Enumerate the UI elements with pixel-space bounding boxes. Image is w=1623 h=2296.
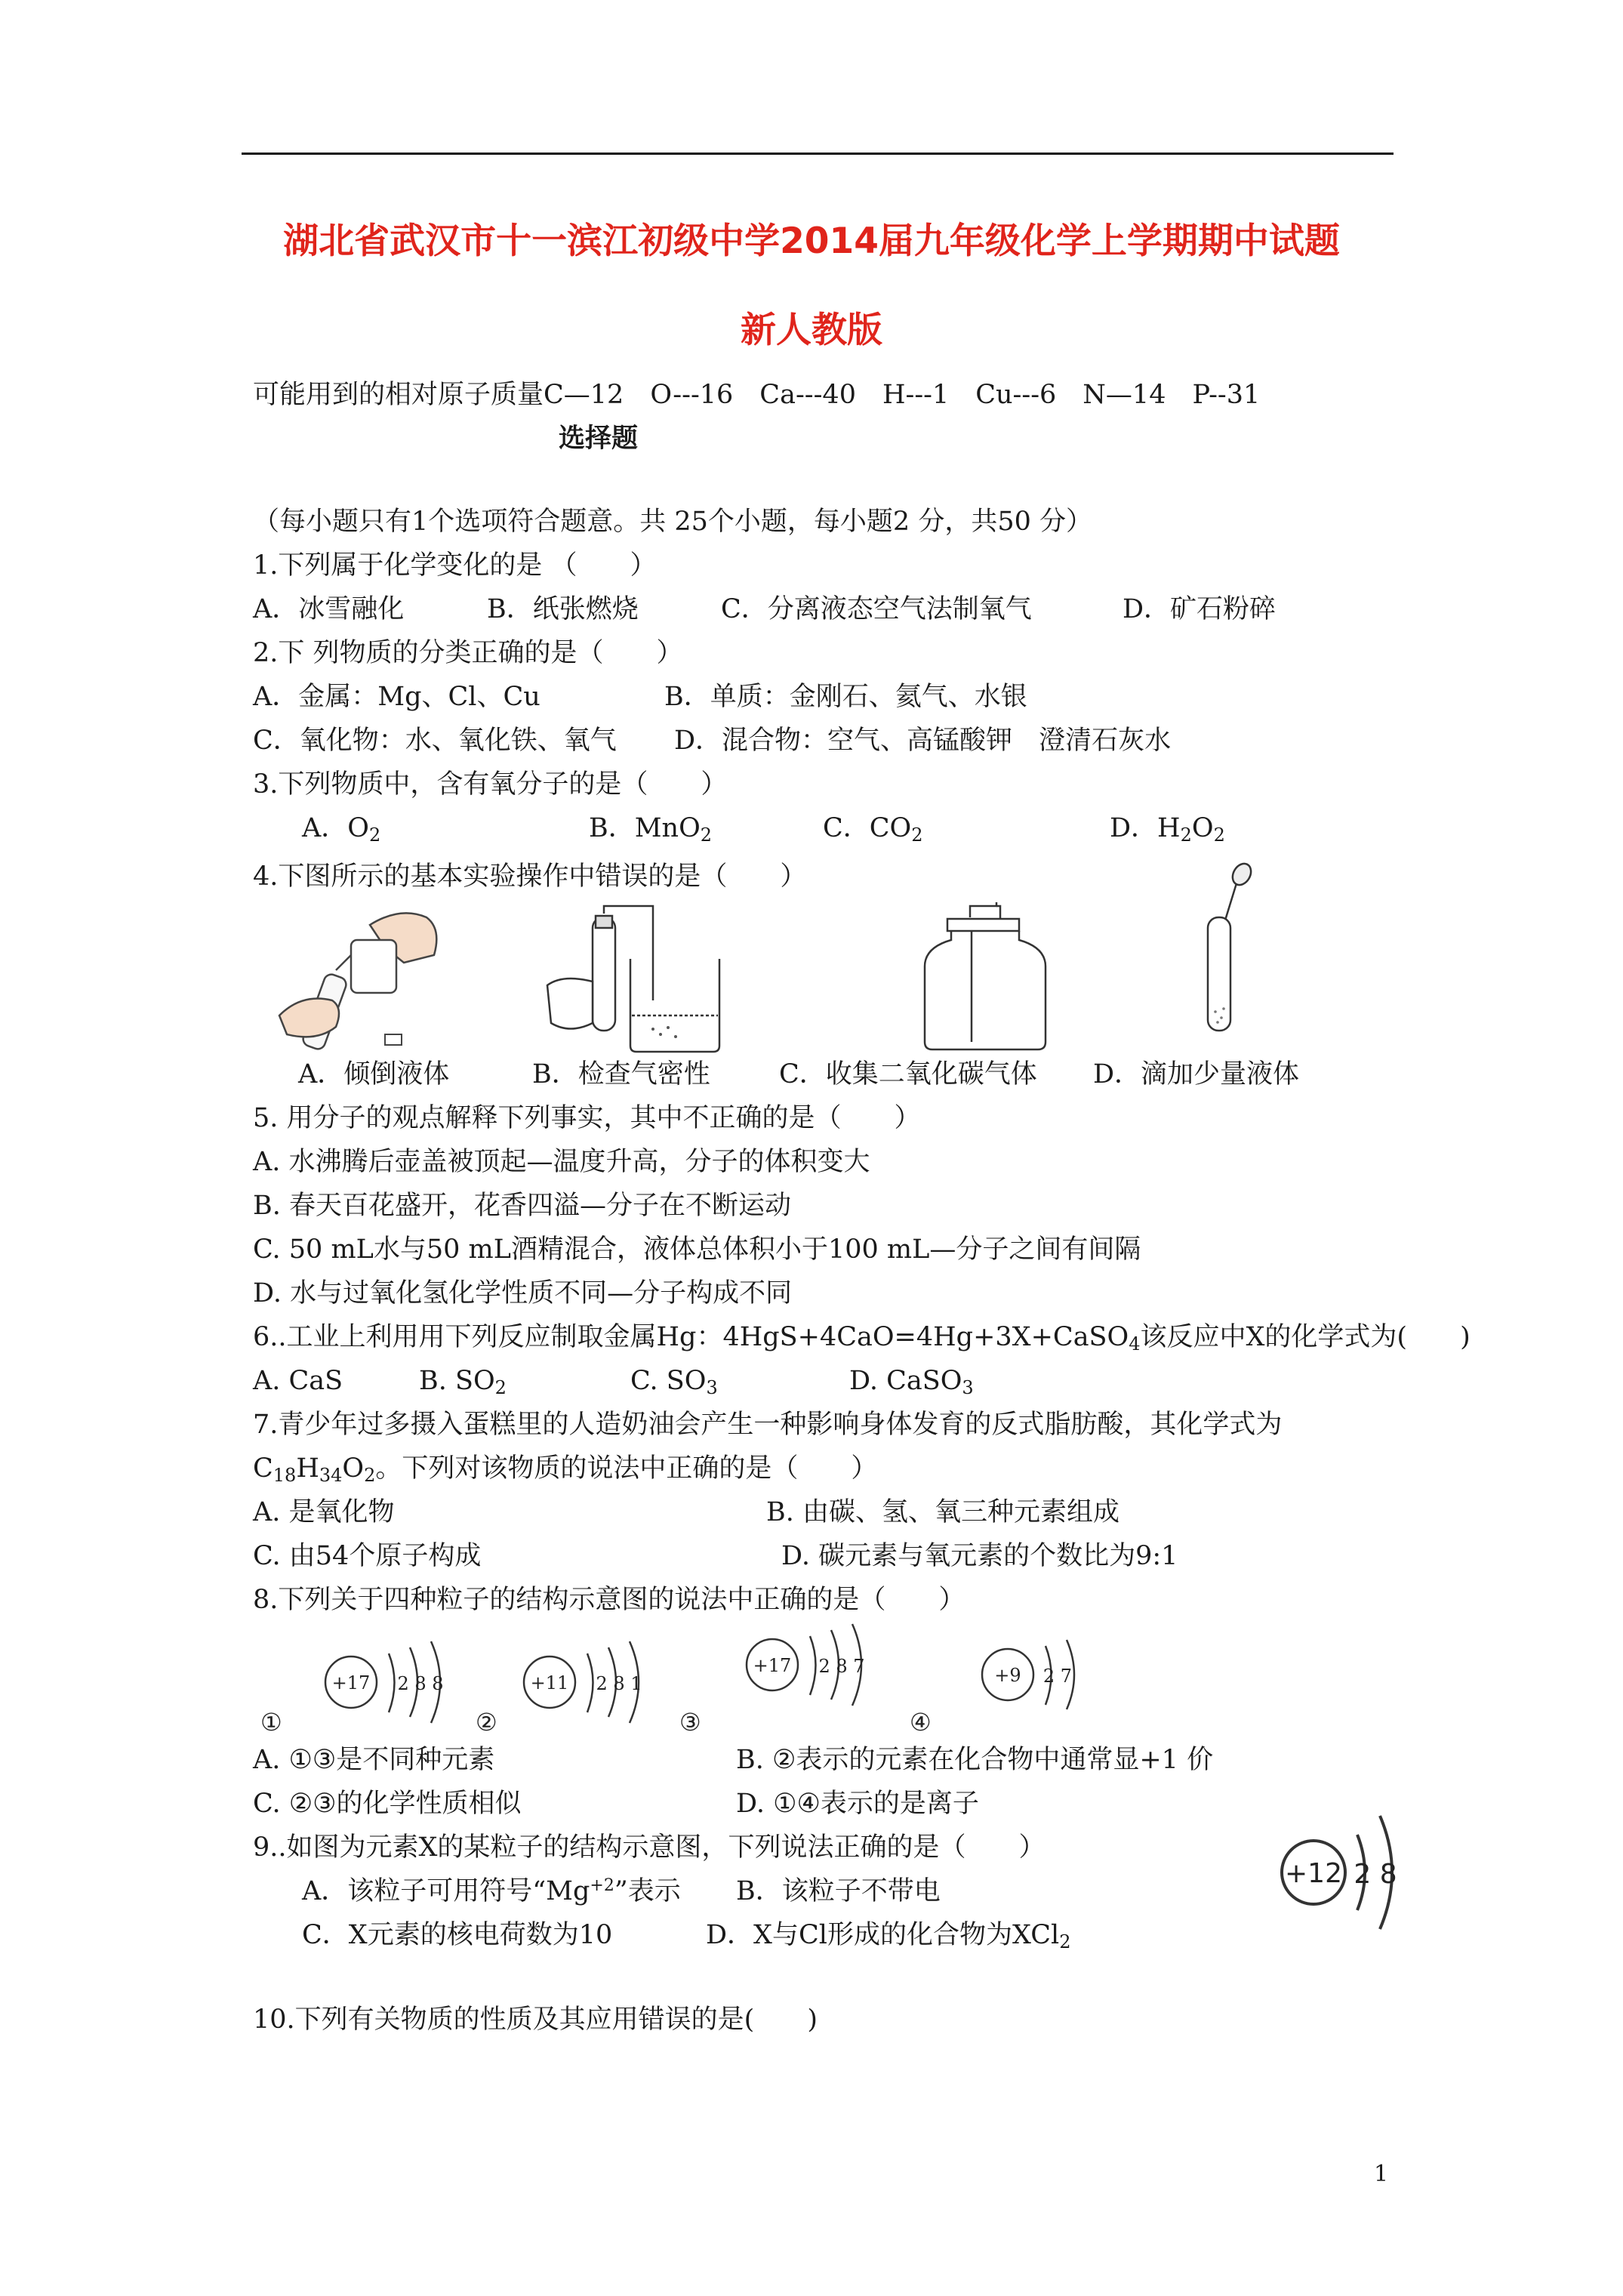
svg-text:2 8 7: 2 8 7 <box>818 1656 865 1677</box>
q8-options-row1 <box>253 1744 1385 1776</box>
q2-options-row1 <box>253 681 1385 713</box>
q7-option-c: C. 由54个原子构成 <box>253 1541 482 1571</box>
q2-option-b: B．单质：金刚石、氦气、水银 <box>664 682 1027 712</box>
q4-stem: 4.下图所示的基本实验操作中错误的是（ ） <box>253 861 807 892</box>
q6-option-d: D. CaSO$_3$ <box>849 1366 974 1398</box>
q5-option-c: C. 50 mL水与50 mL酒精混合，液体总体积小于100 mL—分子之间有间隔 <box>253 1234 1141 1265</box>
q3-option-d: D．$H_2O_2$ <box>1110 813 1225 846</box>
q7-stem-line1: 7.青少年过多摄入蛋糕里的人造奶油会产生一种影响身体发育的反式脂肪酸，其化学式为 <box>253 1410 1283 1440</box>
doc-title-line2: 新人教版 <box>741 310 882 351</box>
q9-option-b: B．该粒子不带电 <box>736 1876 941 1906</box>
q5-stem: 5. 用分子的观点解释下列事实，其中不正确的是（ ） <box>253 1103 921 1133</box>
q1-option-b: B．纸张燃烧 <box>487 594 639 624</box>
page-number: 1 <box>1374 2161 1389 2187</box>
q8-option-b: B. ②表示的元素在化合物中通常显+1 价 <box>736 1745 1214 1775</box>
svg-text:③: ③ <box>679 1708 701 1737</box>
q10-stem: 10.下列有关物质的性质及其应用错误的是( ) <box>253 2005 818 2035</box>
q4-option-c: C．收集二氧化碳气体 <box>779 1059 1037 1089</box>
q9-option-a: A．该粒子可用符号“$Mg^{+2}$”表示 <box>302 1876 681 1906</box>
q6-option-b: B. $SO_2$ <box>419 1366 507 1398</box>
q6-stem: 6..工业上利用用下列反应制取金属Hg：4HgS+4CaO=4Hg+3X+CaSO$_4$该反应中X的化学式为( ) <box>253 1322 1471 1354</box>
q9-options-row2 <box>302 1919 1246 1951</box>
q8-option-d: D. ①④表示的是离子 <box>736 1789 979 1819</box>
q7-option-b: B. 由碳、氢、氧三种元素组成 <box>766 1497 1119 1527</box>
q2-option-c: C．氧化物：水、氧化铁、氧气 <box>253 726 617 756</box>
svg-text:2 8 8: 2 8 8 <box>397 1673 444 1694</box>
q9-stem: 9..如图为元素X的某粒子的结构示意图，下列说法正确的是（ ） <box>253 1832 1046 1863</box>
dropper-illustration <box>1193 861 1264 1034</box>
svg-text:2 8 1: 2 8 1 <box>596 1673 642 1694</box>
q8-atom-diagrams <box>253 1623 1159 1737</box>
q1-option-d: D．矿石粉碎 <box>1123 594 1277 624</box>
q1-options <box>253 593 1385 625</box>
q6-option-c: C. $SO_3$ <box>630 1366 718 1398</box>
q3-options <box>302 812 1359 844</box>
q7-stem-line2: $C_{18}H_{34}O_2$。下列对该物质的说法中正确的是（ ） <box>253 1453 878 1486</box>
svg-text:+11: +11 <box>530 1672 569 1693</box>
q7-option-a: A. 是氧化物 <box>253 1497 395 1527</box>
q4-option-d: D．滴加少量液体 <box>1093 1059 1300 1089</box>
q9-options-row1 <box>302 1875 1246 1907</box>
q2-option-d: D．混合物：空气、高锰酸钾 澄清石灰水 <box>674 726 1172 756</box>
q8-option-c: C. ②③的化学性质相似 <box>253 1789 522 1819</box>
q9-option-c: C．X元素的核电荷数为10 <box>302 1920 613 1950</box>
q6-options <box>253 1365 1310 1397</box>
svg-text:2 7: 2 7 <box>1042 1666 1073 1687</box>
svg-text:2 8: 2 8 <box>1354 1859 1397 1890</box>
q4-option-b: B．检查气密性 <box>532 1059 710 1089</box>
pouring-liquid-illustration <box>272 902 445 1053</box>
q3-stem: 3.下列物质中，含有氧分子的是（ ） <box>253 769 728 800</box>
gas-tightness-illustration <box>540 902 744 1057</box>
q3-option-b: B．MnO$_2$ <box>589 813 713 846</box>
svg-text:④: ④ <box>910 1708 932 1737</box>
atom-diagram-2 <box>476 1641 642 1737</box>
q2-option-a: A．金属：Mg、Cl、Cu <box>253 682 540 712</box>
q5-option-b: B. 春天百花盛开，花香四溢—分子在不断运动 <box>253 1191 791 1221</box>
q9-atom-diagram <box>1268 1797 1419 1948</box>
q8-options-row2 <box>253 1788 1385 1820</box>
q3-option-a: A．$O_2$ <box>302 813 381 846</box>
q2-stem: 2.下 列物质的分类正确的是（ ） <box>253 638 683 668</box>
svg-text:②: ② <box>476 1708 497 1737</box>
q7-option-d: D. 碳元素与氧元素的个数比为9:1 <box>781 1541 1178 1571</box>
q1-stem: 1.下列属于化学变化的是 （ ） <box>253 550 657 581</box>
q1-option-a: A．冰雪融化 <box>253 594 405 624</box>
atomic-masses: 可能用到的相对原子质量C—12 O---16 Ca---40 H---1 Cu---6 N—14 P--31 <box>253 380 1261 410</box>
q6-option-a: A. CaS <box>253 1366 343 1396</box>
q3-option-c: C．$CO_2$ <box>823 813 923 846</box>
q1-option-c: C．分离液态空气法制氧气 <box>721 594 1032 624</box>
svg-text:+12: +12 <box>1285 1858 1342 1889</box>
q9-option-d: D．X与Cl形成的化合物为XCl$_2$ <box>706 1920 1071 1952</box>
atom-diagram-1 <box>260 1641 444 1737</box>
atom-diagram-4 <box>910 1640 1074 1737</box>
q2-options-row2 <box>253 725 1385 757</box>
q8-option-a: A. ①③是不同种元素 <box>253 1745 495 1775</box>
section-title: 选择题 <box>559 424 639 454</box>
doc-title-line1: 湖北省武汉市十一滨江初级中学2014届九年级化学上学期期中试题 <box>283 220 1340 262</box>
svg-text:+9: +9 <box>994 1665 1021 1686</box>
svg-text:+17: +17 <box>331 1672 371 1693</box>
q5-option-d: D. 水与过氧化氢化学性质不同—分子构成不同 <box>253 1278 793 1308</box>
q8-stem: 8.下列关于四种粒子的结构示意图的说法中正确的是（ ） <box>253 1585 965 1615</box>
q7-options-row2 <box>253 1540 1385 1572</box>
q7-options-row1 <box>253 1496 1385 1528</box>
svg-text:①: ① <box>260 1708 282 1737</box>
co2-collection-illustration <box>917 902 1053 1053</box>
header-rule <box>242 153 1394 155</box>
svg-text:+17: +17 <box>753 1655 792 1676</box>
q4-option-a: A．倾倒液体 <box>298 1059 450 1089</box>
instructions: （每小题只有1个选项符合题意。共 25个小题，每小题2 分，共50 分） <box>253 507 1092 537</box>
atom-diagram-3 <box>679 1624 865 1737</box>
q5-option-a: A. 水沸腾后壶盖被顶起—温度升高，分子的体积变大 <box>253 1147 870 1177</box>
q4-options <box>298 1059 1393 1090</box>
